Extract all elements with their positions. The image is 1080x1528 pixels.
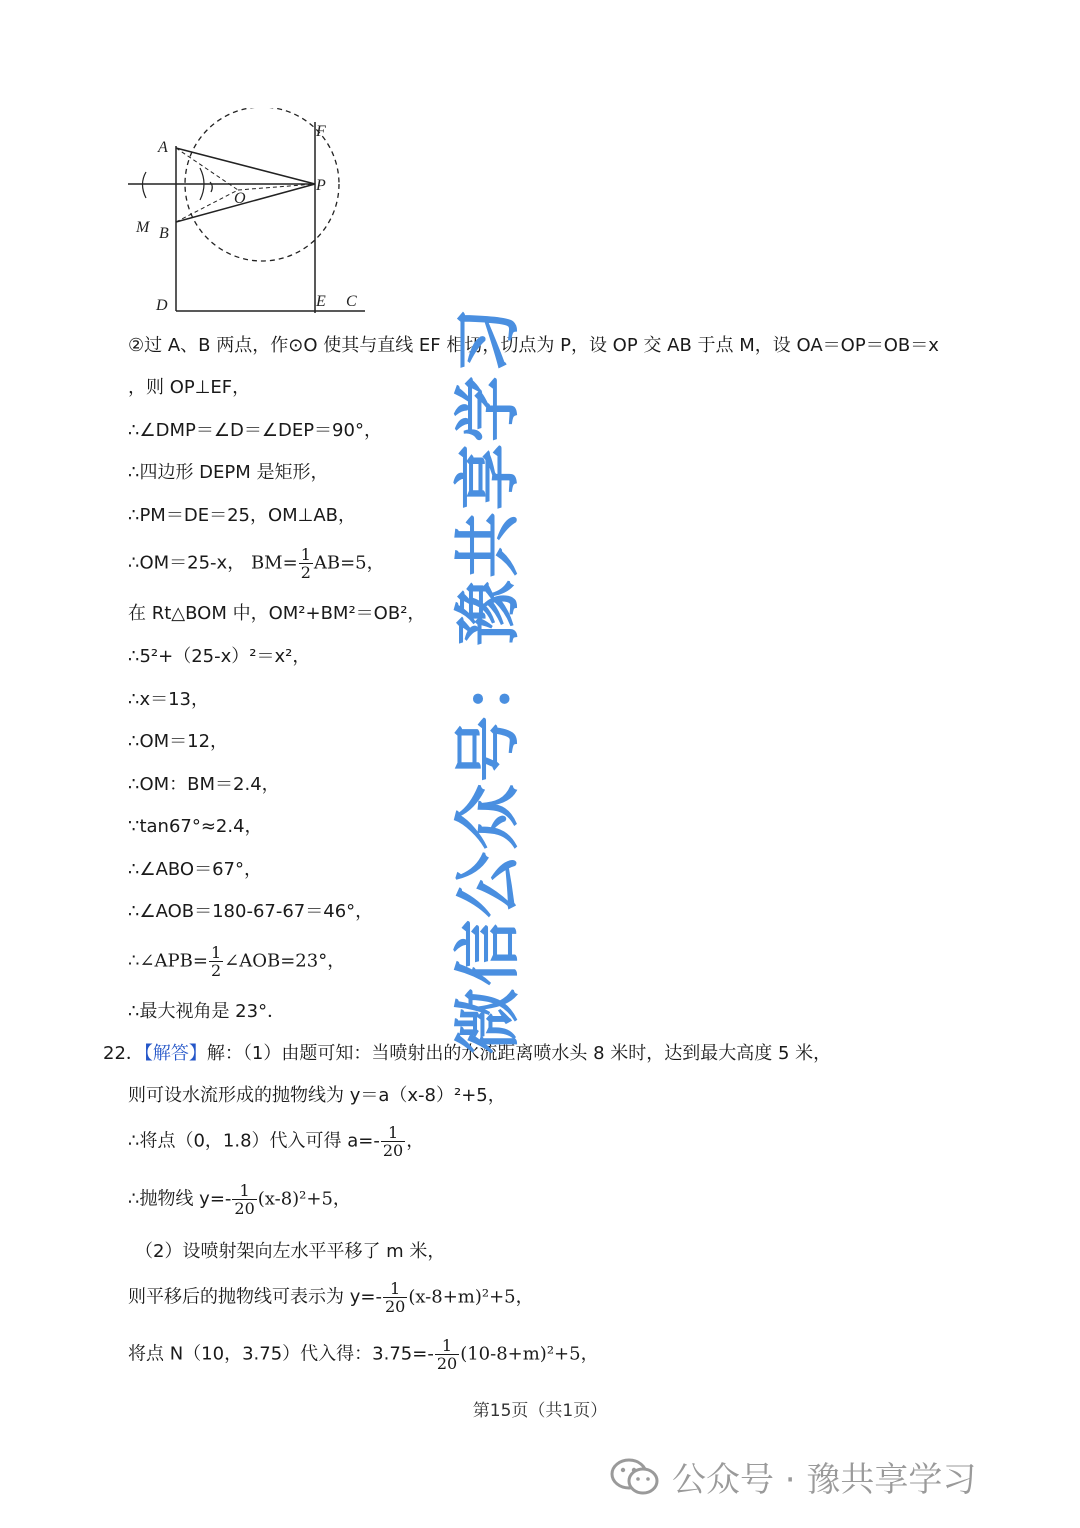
solution-line: ∴∠ABO＝67°， <box>128 859 263 880</box>
solution-line: ∴5²+（25-x）²＝x²， <box>128 646 311 667</box>
text: 解：（1）由题可知：当喷射出的水流距离喷水头 8 米时，达到最大高度 5 米， <box>206 1043 832 1064</box>
text: 则平移后的抛物线可表示为 y=- <box>128 1286 382 1308</box>
solution-line: ∴OM＝12， <box>128 731 229 752</box>
footer <box>610 1452 976 1501</box>
solution-line: ∴PM＝DE＝25，OM⊥AB， <box>128 505 357 526</box>
label-f: F <box>316 123 326 140</box>
solution-line: （2）设喷射架向左水平平移了 m 米， <box>135 1241 446 1262</box>
solution-line: ∴∠AOB＝180-67-67＝46°， <box>128 901 374 922</box>
text: 将点 N（10，3.75）代入得：3.75=- <box>128 1343 434 1365</box>
solution-line: ∴OM：BM＝2.4， <box>128 774 280 795</box>
solution-line <box>128 944 345 979</box>
arc-mark-left <box>143 172 147 198</box>
fraction: $\frac{1}{2}$ <box>300 545 311 582</box>
label-e: E <box>316 293 326 310</box>
solution-line <box>128 1280 534 1315</box>
math: ∠AOB=23°， <box>224 950 346 972</box>
footer-text: 公众号 · 豫共享学习 <box>672 1460 977 1500</box>
label-b: B <box>159 225 169 242</box>
math: (10-8+m)²+5， <box>460 1343 599 1365</box>
solution-line <box>128 1337 599 1372</box>
fraction: $\frac{1}{2}$ <box>210 943 222 980</box>
fraction: $\frac{1}{20}$ <box>234 1181 255 1218</box>
question-number: 22． <box>103 1043 144 1064</box>
watermark: 微信公众号：豫共享学习 <box>449 306 527 1054</box>
page-number: 第15页（共1页） <box>472 1401 608 1421</box>
solution-line: ∴最大视角是 23°． <box>128 1001 286 1022</box>
text: ， <box>406 1130 425 1152</box>
math: AB=5， <box>313 552 385 574</box>
label-c: C <box>346 293 357 310</box>
answer-tag: 【解答】 <box>143 1043 207 1064</box>
fraction: $\frac{1}{20}$ <box>382 1123 404 1160</box>
text: ∴抛物线 y=- <box>128 1188 232 1210</box>
solution-line: 在 Rt△BOM 中，OM²+BM²＝OB²， <box>128 603 426 624</box>
solution-line <box>128 1124 424 1159</box>
math: BM= <box>250 552 298 574</box>
text: ∴将点（0，1.8）代入可得 a=- <box>128 1130 380 1152</box>
solution-line: ，则 OP⊥EF， <box>128 377 251 398</box>
label-d: D <box>156 297 168 314</box>
math: ∴∠APB= <box>128 950 208 972</box>
math: (x-8+m)²+5， <box>408 1286 534 1308</box>
label-p: P <box>316 177 326 194</box>
solution-line <box>128 1182 351 1217</box>
label-o: O <box>234 190 246 207</box>
fraction: $\frac{1}{20}$ <box>384 1279 406 1316</box>
label-m: M <box>136 219 150 236</box>
text: ∴OM＝25-x， <box>128 552 246 574</box>
line-bo <box>176 190 238 222</box>
wechat-icon <box>610 1457 660 1497</box>
math: (x-8)²+5， <box>257 1188 351 1210</box>
geometry-figure <box>120 108 380 318</box>
fraction: $\frac{1}{20}$ <box>436 1336 458 1373</box>
solution-line: ∴∠DMP＝∠D＝∠DEP＝90°， <box>128 420 382 441</box>
label-a: A <box>158 139 168 156</box>
solution-line: ∴x＝13， <box>128 689 210 710</box>
solution-line: ②过 A、B 两点，作⊙O 使其与直线 EF 相切，切点为 P，设 OP 交 AB 于点 M，设 OA＝OP＝OB＝x <box>128 335 939 356</box>
solution-line <box>128 546 385 581</box>
solution-line: 则可设水流形成的抛物线为 y＝a（x-8）²+5， <box>128 1085 506 1106</box>
solution-line: ∴四边形 DEPM 是矩形， <box>128 462 329 483</box>
solution-line: ∵tan67°≈2.4， <box>128 816 263 837</box>
line-ap <box>176 148 315 184</box>
